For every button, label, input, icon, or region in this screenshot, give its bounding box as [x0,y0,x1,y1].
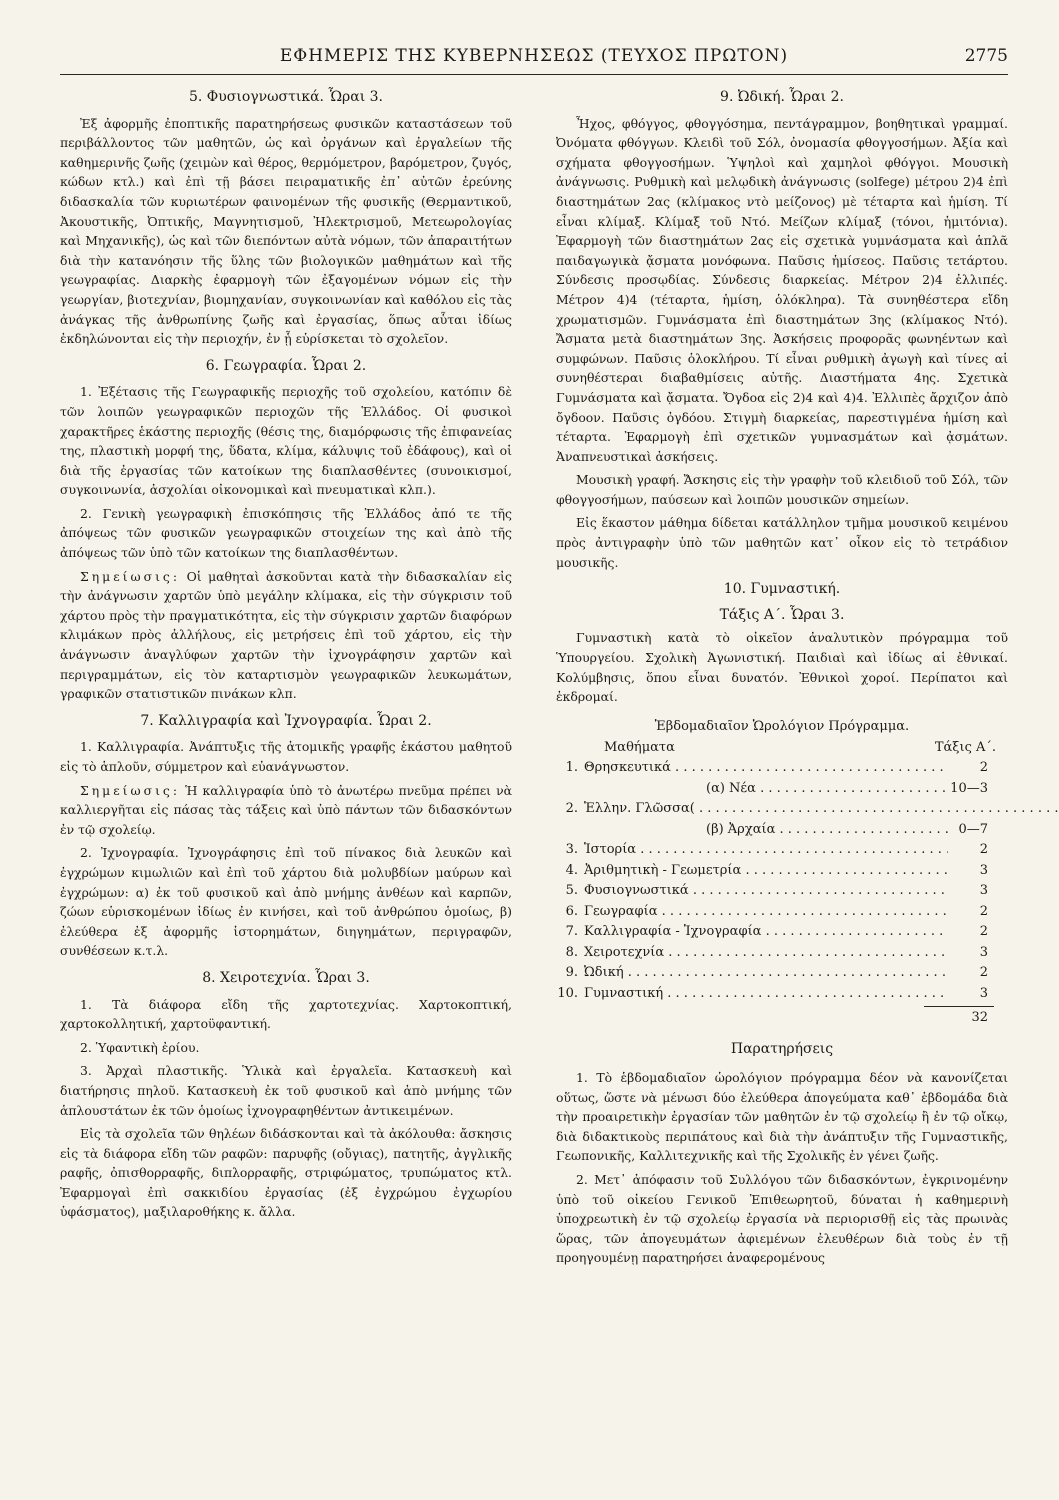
row-subject: Θρησκευτικά . . . [584,758,948,778]
row-hours: 2 [979,903,988,919]
row-hours: 3 [979,862,988,878]
page-number: 2775 [964,46,1008,66]
schedule-row [556,779,1008,800]
row-hours: 2 [979,924,988,940]
schedule-row [556,820,1008,841]
row-hours: 2 [979,760,988,776]
schedule-total [556,1004,1008,1030]
row-number: 8. [565,944,578,960]
row-subject: (β) Ἀρχαία . . . [706,820,948,840]
paragraph: Μουσικὴ γραφή. Ἄσκησις εἰς τὴν γραφὴν τοῦ κλειδιοῦ τοῦ Σόλ, τῶν φθογγοσήμων, παύσεων καὶ λοιπῶν μουσικῶν σημείων. [556,472,1008,507]
note-label: Σημείωσις: [80,782,181,798]
schedule-header [556,738,1008,758]
row-hours: 2 [979,965,988,981]
paragraph: Ἐξ ἀφορμῆς ἐποπτικῆς παρατηρήσεως φυσικῶν καταστάσεων τοῦ περιβάλλοντος τῶν μαθητῶν, ὡς καὶ ὀργάνων καὶ ἐργαλείων τῆς καθημερινῆς ζωῆς (χειμὼν καὶ θέρος, θερμόμετρον, βαρόμετρον, ζυγός, κώδων κτλ.) καὶ ἐπὶ τῇ βάσει πειραματικῆς ἐπ᾿ αὐτῶν ἐρεύνης διδασκαλία τῶν κυριωτέρων φαινομένων τῆς φυσικῆς (Θερμαντικοῦ, Ἀκουστικῆς, Ὀπτικῆς, Μαγνητισμοῦ, Ἠλεκτρισμοῦ, Μετεωρολογίας καὶ Μηχανικῆς), ὡς καὶ τῶν διεπόντων αὐτὰ νόμων, τῶν ἀπαραιτήτων διὰ τὴν κατανόησιν τῆς ὕλης τῶν βιολογικῶν μαθημάτων καὶ τῆς γεωγραφίας. Διαρκὴς ἐφαρμογὴ τῶν ἐξαγομένων νόμων εἰς τὴν γεωργίαν, βιοτεχνίαν, βιομηχανίαν, συγκοινωνίαν καὶ καθόλου εἰς τὰς ἀνάγκας τῆς ἀνθρωπίνης ζωῆς καὶ ἐργασίας, ὅπως αὗται ἰδίως ἐκδηλώνονται εἰς τὴν περιοχήν, ἐν ᾗ εὑρίσκεται τὸ σχολεῖον. [60,115,512,347]
total-rule [924,1006,994,1007]
row-subject: Γεωγραφία . . . [584,902,948,922]
row-number: 10. [557,985,578,1001]
paragraph: Εἰς ἕκαστον μάθημα δίδεται κατάλληλον τμῆμα μουσικοῦ κειμένου πρὸς ἀντιγραφὴν ὑπὸ τῶν μαθητῶν κατ᾿ οἶκον εἰς τὸ τετράδιον μουσικῆς. [556,515,1008,570]
row-subject: Ὠδική . . . [584,963,948,983]
row-subject: Ἀριθμητικὴ - Γεωμετρία . . . [584,861,948,881]
schedule-row [556,799,1008,820]
row-number: 9. [565,965,578,981]
paragraph: 1. Καλλιγραφία. Ἀνάπτυξις τῆς ἀτομικῆς γραφῆς ἑκάστου μαθητοῦ εἰς τὸ ἁπλοῦν, σύμμετρον καὶ εὐανάγνωστον. [60,739,512,774]
note-paragraph [60,567,512,704]
row-number: 2. [565,801,578,817]
row-number: 4. [565,862,578,878]
section-title-music: 9. Ὠδική. Ὧραι 2. [720,89,844,105]
row-subject: Ἱστορία . . . [584,840,948,860]
note-paragraph [60,781,512,840]
paragraph: 2. Γενικὴ γεωγραφικὴ ἐπισκόπησις τῆς Ἑλλάδος ἀπό τε τῆς ἀπόψεως τῶν φυσικῶν γεωγραφικῶν στοιχείων της καὶ ἀπὸ τῆς ἀπόψεως τῶν ὑπὸ τῶν κατοίκων της διαπλασθέντων. [60,505,512,561]
row-hours: 10—3 [950,780,988,796]
paragraph: 1. Ἐξέτασις τῆς Γεωγραφικῆς περιοχῆς τοῦ σχολείου, κατόπιν δὲ τῶν λοιπῶν γεωγραφικῶν περιοχῶν τῆς Ἑλλάδος. Οἱ φυσικοὶ χαρακτῆρες ἑκάστης περιοχῆς (θέσις της, διαμόρφωσις τῆς ἐπιφανείας της, πλαστικὴ μορφή της, ὕδατα, κλίμα, κάλυψις τοῦ ἐδάφους), καὶ οἱ διὰ τῆς ἐργασίας τῶν κατοίκων της διαπλασθέντες (συνοικισμοί, συγκοινωνία, ἀσχολίαι οἰκονομικαὶ καὶ πνευματικαὶ κλπ.). [60,384,512,498]
paragraph: Γυμναστικὴ κατὰ τὸ οἰκεῖον ἀναλυτικὸν πρόγραμμα τοῦ Ὑπουργείου. Σχολικὴ Ἀγωνιστική. Παιδιαὶ καὶ ἰδίως αἱ ἐθνικαί. Κολύμβησις, ὅπου εἶναι δυνατόν. Ἐθνικοὶ χοροί. Περίπατοι καὶ ἐκδρομαί. [556,630,1008,705]
class-line: Τάξις Α΄. Ὧραι 3. [719,606,845,623]
schedule-row [556,963,1008,984]
schedule-row [556,984,1008,1005]
note-text: Οἱ μαθηταὶ ἀσκοῦνται κατὰ τὴν διδασκαλίαν εἰς τὴν ἀνάγνωσιν χαρτῶν ὑπὸ μεγάλην κλίμακα, εἰς τὴν σύγκρισιν τοῦ χάρτου πρὸς τὴν πραγματικότητα, εἰς τὴν σύγκρισιν χαρτῶν διαφόρων κλιμάκων πρὸς ἀλλήλους, εἰς μετρήσεις ἐπὶ τοῦ χάρτου, εἰς τὴν ἀνάγνωσιν ἀναγλύφων χαρτῶν τὴν ἰχνογράφησιν χαρτῶν καὶ περιγραμμάτων, εἰς τὸν καταρτισμὸν γεωγραφικῶν λευκωμάτων, γραφικῶν στατιστικῶν πινάκων κλπ. [60,568,512,702]
notes-title: Παρατηρήσεις [730,1041,834,1058]
row-subject: Γυμναστική . . . [584,984,948,1004]
row-subject: (α) Νέα . . . [706,779,948,799]
section-title-geography: 6. Γεωγραφία. Ὧραι 2. [205,357,367,374]
schedule-row [556,840,1008,861]
paragraph: 2. Ἰχνογραφία. Ἰχνογράφησις ἐπὶ τοῦ πίνακος διὰ λευκῶν καὶ ἐγχρώμων κιμωλιῶν καὶ ἐπὶ τοῦ χάρτου διὰ μολυβδίων μαύρων καὶ ἐγχρώμων: α) ἐκ τοῦ φυσικοῦ καὶ ἀπὸ μνήμης ἀνθέων καὶ καρπῶν, ζώων εὑρισκομένων ἰδίως ἐν κινήσει, καὶ τοῦ ἀνθρώπου ὁμοίως, β) ἐλεύθερα ἐξ ἀφορμῆς ἱστορημάτων, διηγημάτων, περιγραφῶν, συνθέσεων κ.τ.λ. [60,845,512,959]
schedule-row [556,758,1008,779]
section-title-handicraft: 8. Χειροτεχνία. Ὧραι 3. [202,969,370,986]
paragraph: 2. Ὑφαντικὴ ἐρίου. [80,1039,200,1055]
row-hours: 3 [979,883,988,899]
section-title-physiognostics: 5. Φυσιογνωστικά. Ὧραι 3. [188,89,384,105]
note-text: Ἡ καλλιγραφία ὑπὸ τὸ ἀνωτέρω πνεῦμα πρέπει νὰ καλλιεργῆται εἰς πάσας τὰς τάξεις καὶ ὑπὸ πάντων τῶν διδασκόντων ἐν τῷ σχολείῳ. [60,782,512,837]
column-header-class: Τάξις Α΄. [934,740,996,756]
gazette-title: ΕΦΗΜΕΡΙΣ ΤΗΣ ΚΥΒΕΡΝΗΣΕΩΣ (ΤΕΥΧΟΣ ΠΡΩΤΟΝ) [279,46,789,66]
row-number: 5. [565,883,578,899]
weekly-schedule [556,717,1008,1031]
row-subject: Φυσιογνωστικά . . . [584,881,948,901]
paragraph: 2. Μετ᾿ ἀπόφασιν τοῦ Συλλόγου τῶν διδασκόντων, ἐγκρινομένην ὑπὸ τοῦ οἰκείου Γενικοῦ Ἐπιθεωρητοῦ, δύναται ἡ καθημερινὴ ὑποχρεωτικὴ ἐν τῷ σχολείῳ ἐργασία νὰ περιορισθῇ εἰς τὰς πρωινὰς ὥρας, τῶν ἀπογευμάτων ἀφιεμένων ἐλευθέρων διὰ τοὺς ἐν τῇ προηγουμένῃ παρατηρήσει ἀναφερομένους [556,1171,1008,1266]
row-number: 3. [565,842,578,858]
note-label: Σημείωσις: [80,568,181,584]
row-number: 7. [565,924,578,940]
row-number: 1. [565,760,578,776]
row-hours: 0—7 [958,821,988,837]
row-hours: 2 [979,842,988,858]
row-subject: Ἑλλην. Γλῶσσα( . . . [584,799,948,819]
total-hours: 32 [971,1010,988,1026]
schedule-title: Ἑβδομαδιαῖον Ὡρολόγιον Πρόγραμμα. [654,718,910,734]
row-hours: 3 [979,944,988,960]
schedule-row [556,902,1008,923]
section-title-calligraphy: 7. Καλλιγραφία καὶ Ἰχνογραφία. Ὧραι 2. [140,712,432,729]
section-title-gymnastics: 10. Γυμναστική. [723,581,841,598]
row-subject: Καλλιγραφία - Ἰχνογραφία . . . [584,922,948,942]
schedule-row [556,922,1008,943]
schedule-row [556,881,1008,902]
row-hours: 3 [979,985,988,1001]
row-number: 6. [565,903,578,919]
left-column [60,88,512,1226]
schedule-row [556,861,1008,882]
paragraph: 1. Τὸ ἑβδομαδιαῖον ὡρολόγιον πρόγραμμα δέον νὰ κανονίζεται οὕτως, ὥστε νὰ μένωσι δύο ἐλεύθερα ἀπογεύματα καθ᾿ ἑβδομάδα διὰ τὴν προαιρετικὴν ἐργασίαν τῶν μαθητῶν ἐν τῷ σχολείῳ ἢ ἐν τῷ οἴκῳ, διὰ διδακτικοὺς περιπάτους καὶ διὰ τὴν ἀνάπτυξιν τῆς Γυμναστικῆς, Γεωπονικῆς, Καλλιτεχνικῆς καὶ τῆς Σχολικῆς ἐν γένει ζωῆς. [556,1070,1008,1164]
row-subject: Χειροτεχνία . . . [584,943,948,963]
paragraph: Εἰς τὰ σχολεῖα τῶν θηλέων διδάσκονται καὶ τὰ ἀκόλουθα: ἄσκησις εἰς τὰ διάφορα εἴδη τῶν ραφῶν: παρυφῆς (οὔγιας), πατητῆς, ἀγγλικῆς ραφῆς, ὀπισθορραφῆς, διπλορραφῆς, στριφώματος, τρυπώματος κτλ. Ἐφαρμογαὶ ἐπὶ σακκιδίου ἐργασίας (ἐξ ἐγχρώμου ἐγχωρίου ὑφάσματος), μαξιλαροθήκης κ. ἄλλα. [60,1126,512,1220]
column-header-subjects: Μαθήματα [604,740,675,756]
paragraph: 3. Ἀρχαὶ πλαστικῆς. Ὑλικὰ καὶ ἐργαλεῖα. Κατασκευὴ καὶ διατήρησις πηλοῦ. Κατασκευὴ ἐκ τοῦ φυσικοῦ καὶ ἀπὸ μνήμης τῶν ἁπλουστάτων ἐκ τῶν ὁμοίως ἰχνογραφηθέντων ἀντικειμένων. [60,1063,512,1118]
right-column [556,88,1008,1272]
page-header [60,44,1008,75]
paragraph: 1. Τὰ διάφορα εἴδη τῆς χαρτοτεχνίας. Χαρτοκοπτική, χαρτοκολλητική, χαρτοϋφαντική. [60,996,512,1032]
paragraph: Ἦχος, φθόγγος, φθογγόσημα, πεντάγραμμον, βοηθητικαὶ γραμμαί. Ὀνόματα φθόγγων. Κλειδὶ τοῦ Σόλ, ὀνομασία φθογγοσήμων. Ἀξία καὶ σχήματα φθογγοσήμων. Ὑψηλοὶ καὶ χαμηλοὶ φθόγγοι. Μουσικὴ ἀνάγνωσις. Ρυθμικὴ καὶ μελῳδικὴ ἀνάγνωσις (solfege) μέτρου 2)4 ἐπὶ διαστημάτων 2ας (κλίμακος ντὸ μείζονος) μὲ τέταρτα καὶ ἡμίση. Τί εἶναι κλίμαξ. Κλίμαξ τοῦ Ντό. Μείζων κλίμαξ (τόνοι, ἡμιτόνια). Ἐφαρμογὴ τῶν διαστημάτων 2ας εἰς σχετικὰ γυμνάσματα καὶ ἁπλᾶ παιδαγωγικὰ ᾄσματα μονόφωνα. Παῦσις ἡμίσεος. Παῦσις τετάρτου. Σύνδεσις προσῳδίας. Σύνδεσις διαρκείας. Μέτρον 2)4 ἐλλιπές. Μέτρον 4)4 (τέταρτα, ἡμίση, ὁλόκληρα). Τὰ συνηθέστερα εἴδη χρωματισμῶν. Γυμνάσματα ἐπὶ διαστημάτων 3ης (κλίμακος Ντό). Ἄσματα μετὰ διαστημάτων 3ης. Ἀσκήσεις προφορᾶς φωνηέντων καὶ συμφώνων. Παῦσις ὁλοκλήρου. Τί εἶναι ρυθμικὴ ἀγωγὴ καὶ τίνες αἱ συνηθέστεραι διαβαθμίσεις αὐτῆς. Διαστήματα 4ης. Σχετικὰ Γυμνάσματα καὶ ᾄσματα. Ὄγδοα εἰς 2)4 καὶ 4)4. Ἐλλιπὲς ἄρχιζον ἀπὸ ὄγδοον. Παῦσις ὀγδόου. Στιγμὴ διαρκείας, παρεστιγμένα ἡμίση καὶ τέταρτα. Ἐφαρμογὴ ἐπὶ σχετικῶν γυμνασμάτων καὶ ᾀσμάτων. Ἀναπνευστικαὶ ἀσκήσεις. [556,115,1008,464]
schedule-row [556,943,1008,964]
